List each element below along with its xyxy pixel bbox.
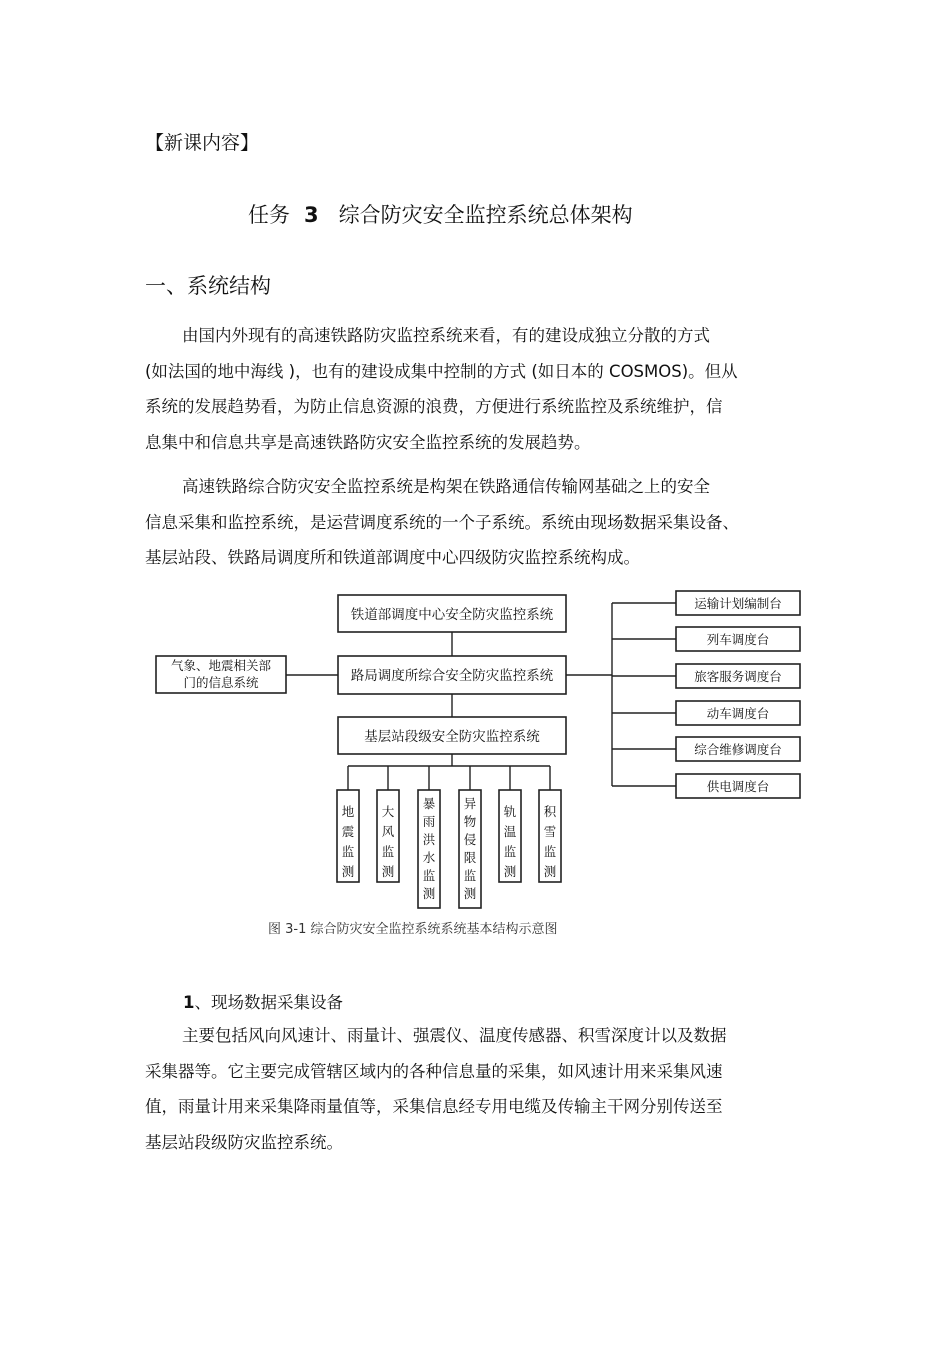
task-prefix: 任务 [248,203,290,227]
bottom-box-rain-flood [418,790,440,908]
paragraph-line: 主要包括风向风速计、雨量计、强震仪、温度传感器、积雪深度计以及数据 [182,1026,727,1045]
bottom-box-char: 限 [463,850,477,865]
bottom-box-char: 温 [503,824,517,839]
paragraph-line: 息集中和信息共享是高速铁路防灾安全监控系统的发展趋势。 [145,432,591,452]
center-box-label: 铁道部调度中心安全防灾监控系统 [350,607,554,623]
bottom-box-char: 测 [381,864,395,879]
left-box-line: 门的信息系统 [183,675,259,690]
bottom-box-char: 暴 [422,796,436,811]
bottom-box-char: 测 [341,864,355,879]
bottom-box-intrusion [459,790,481,908]
center-box-ministry [338,595,566,632]
bottom-box-char: 监 [341,844,355,859]
subheading-number: 1 [183,993,195,1012]
bottom-box-char: 监 [422,868,436,883]
bottom-box-char: 震 [341,824,355,839]
bottom-box-char: 异 [463,796,477,811]
bottom-box-char: 轨 [503,804,517,819]
paragraph-line: 系统的发展趋势看，为防止信息资源的浪费，方便进行系统监控及系统维护，信 [145,397,723,416]
bottom-box-char: 地 [341,804,355,819]
right-box [676,774,800,798]
bottom-box-char: 监 [543,844,557,859]
figure-caption: 图 3-1 综合防灾安全监控系统系统基本结构示意图 [268,922,558,937]
paragraph-line: 基层站段、铁路局调度所和铁道部调度中心四级防灾监控系统构成。 [145,548,640,567]
right-box [676,701,800,725]
paragraph-line: 由国内外现有的高速铁路防灾监控系统来看，有的建设成独立分散的方式 [182,326,710,345]
bottom-box-char: 监 [463,868,477,883]
right-box [676,627,800,651]
right-box-label: 旅客服务调度台 [694,669,782,684]
paragraph-line: 基层站段级防灾监控系统。 [145,1132,343,1152]
right-box-label: 动车调度台 [706,706,770,721]
bottom-box-char: 雪 [543,824,557,839]
section-tag: 【新课内容】 [145,132,260,154]
bottom-box-earthquake [337,790,359,882]
right-box-label: 运输计划编制台 [694,596,782,611]
right-box [676,664,800,688]
heading-system-structure: 一、系统结构 [145,274,271,298]
bottom-box-char: 侵 [463,832,477,847]
right-box [676,591,800,615]
bottom-box-char: 监 [381,844,395,859]
bottom-box-char: 测 [422,886,436,901]
task-number: 3 [304,203,319,227]
right-box-label: 列车调度台 [706,632,770,647]
subheading-field-data [183,989,343,1013]
paragraph-line: 值，雨量计用来采集降雨量值等，采集信息经专用电缆及传输主干网分别传送至 [145,1097,723,1116]
right-box-label: 综合维修调度台 [694,742,782,757]
bottom-box-char: 风 [381,824,395,839]
center-box-label: 基层站段级安全防灾监控系统 [364,729,540,745]
center-box-bureau [338,656,566,694]
subheading-text: 、现场数据采集设备 [194,993,343,1012]
bottom-box-char: 雨 [422,814,436,829]
paragraph-line: (如法国的地中海线 )，也有的建设成集中控制的方式 (如日本的 COSMOS)。但从 [145,361,738,381]
left-box-weather-seismic [156,656,286,693]
paragraph-line: 采集器等。它主要完成管辖区域内的各种信息量的采集，如风速计用来采集风速 [145,1061,723,1081]
paragraph-3 [145,1018,809,1160]
center-box-station [338,717,566,754]
bottom-box-snow [539,790,561,882]
bottom-box-char: 测 [463,886,477,901]
right-box [676,737,800,761]
bottom-box-char: 洪 [422,832,436,847]
paragraph-line: 信息采集和监控系统，是运营调度系统的一个子系统。系统由现场数据采集设备、 [145,512,739,532]
bottom-box-char: 水 [422,850,436,865]
right-box-label: 供电调度台 [706,779,770,794]
bottom-box-rail-temp [499,790,521,882]
bottom-box-wind [377,790,399,882]
bottom-box-char: 积 [543,804,557,819]
bottom-box-char: 测 [503,864,517,879]
task-name: 综合防灾安全监控系统总体架构 [338,203,633,227]
bottom-box-char: 大 [381,804,395,819]
center-box-label: 路局调度所综合安全防灾监控系统 [350,668,554,684]
left-box-line: 气象、地震相关部 [170,658,272,673]
bottom-box-char: 测 [543,864,557,879]
bottom-box-char: 物 [463,814,477,829]
paragraph-line: 高速铁路综合防灾安全监控系统是构架在铁路通信传输网基础之上的安全 [182,477,710,496]
bottom-box-char: 监 [503,844,517,859]
